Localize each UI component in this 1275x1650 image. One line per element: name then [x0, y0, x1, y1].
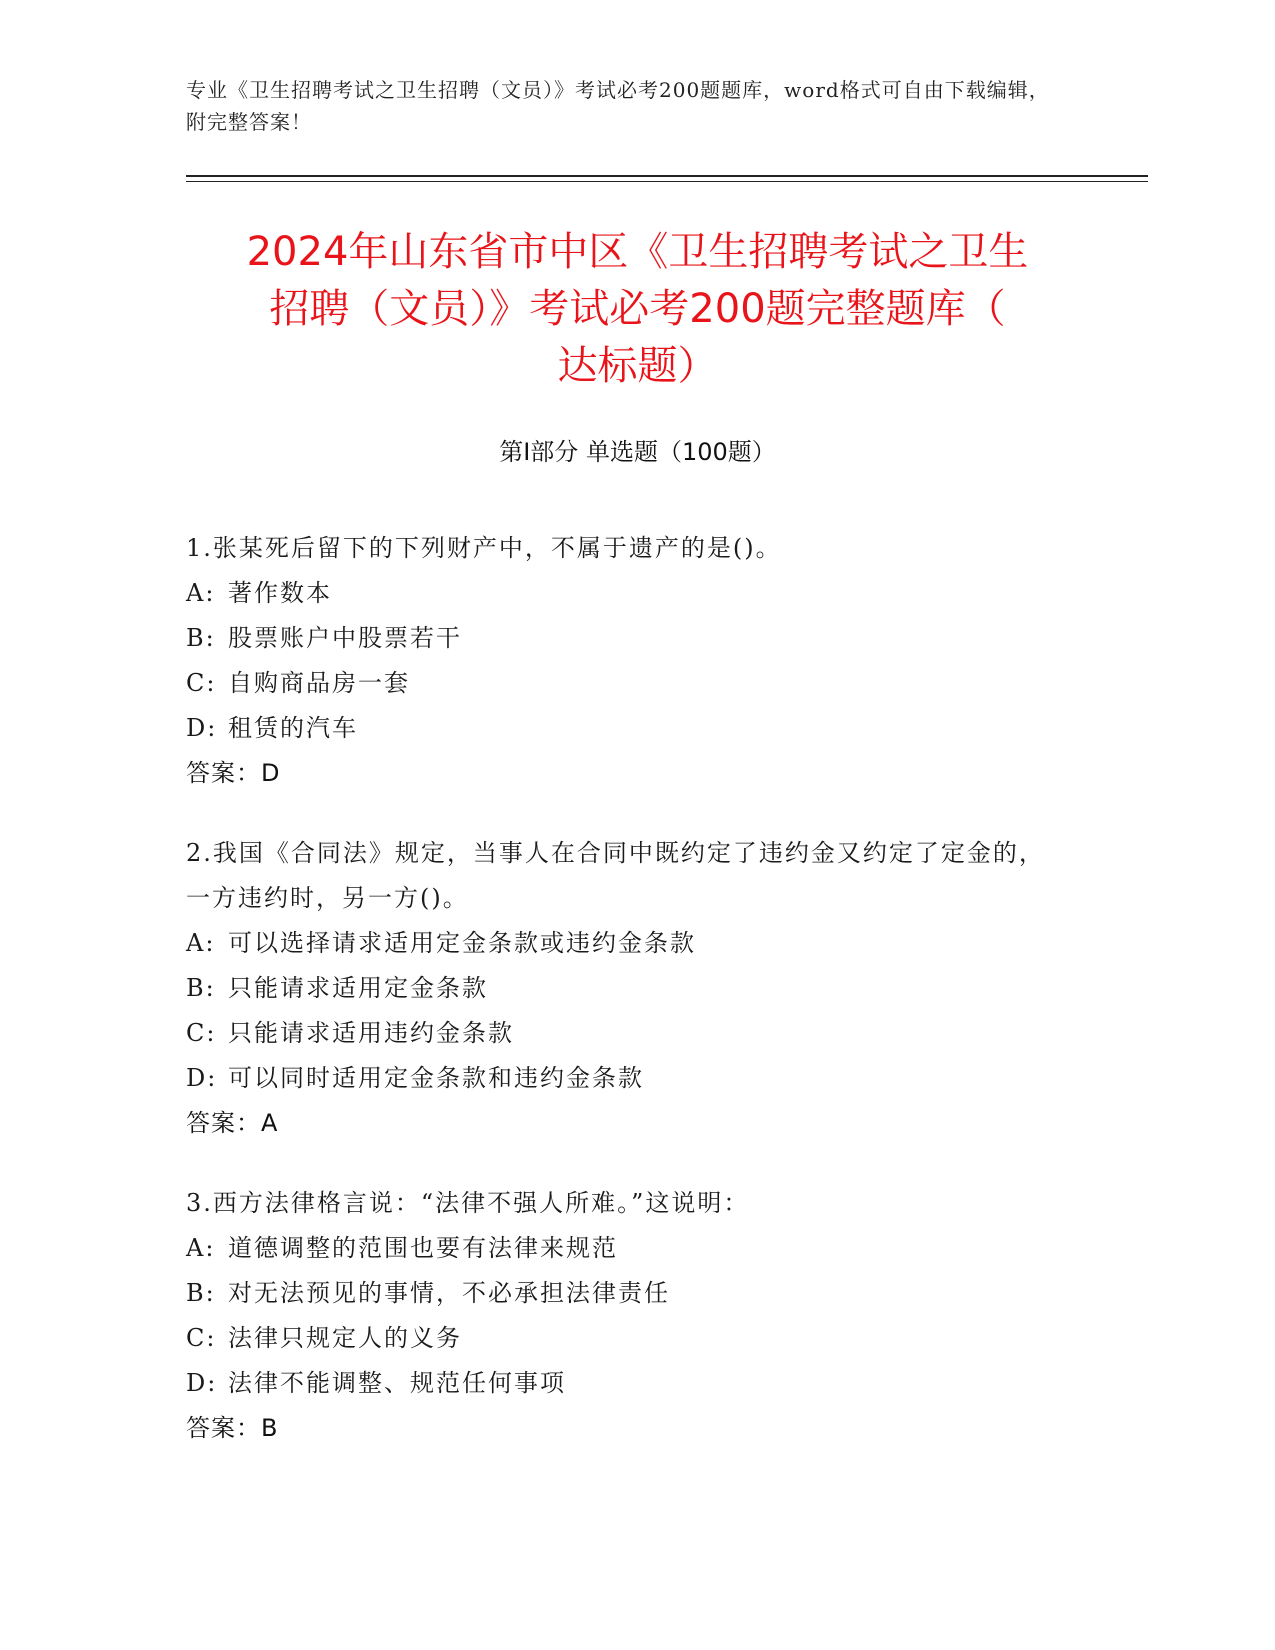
option-text: 可以同时适用定金条款和违约金条款 — [228, 1064, 644, 1092]
question-list — [186, 526, 1066, 1486]
answer: 答案：D — [186, 759, 281, 787]
option-a — [186, 1226, 1066, 1271]
option-letter: D: — [186, 1064, 218, 1092]
answer: 答案：B — [186, 1414, 279, 1442]
option-d — [186, 1361, 1066, 1406]
title-line-1: 2024年山东省市中区《卫生招聘考试之卫生 — [246, 229, 1029, 275]
option-c — [186, 661, 1066, 706]
option-text: 可以选择请求适用定金条款或违约金条款 — [228, 929, 696, 957]
question-1 — [186, 526, 1066, 796]
header-rule-thick — [186, 175, 1148, 177]
option-letter: D: — [186, 714, 218, 742]
title-line-3: 达标题） — [557, 343, 718, 389]
option-text: 只能请求适用违约金条款 — [228, 1019, 514, 1047]
option-c — [186, 1316, 1066, 1361]
header-note: 专业《卫生招聘考试之卫生招聘（文员）》考试必考200题题库，word格式可自由下载编辑，附完整答案！ — [186, 78, 1050, 134]
header-rule-thin — [186, 181, 1148, 182]
option-b — [186, 616, 1066, 661]
option-c — [186, 1011, 1066, 1056]
question-2 — [186, 831, 1066, 1146]
option-b — [186, 966, 1066, 1011]
option-b — [186, 1271, 1066, 1316]
option-letter: C: — [186, 1324, 217, 1352]
option-a — [186, 921, 1066, 966]
option-text: 股票账户中股票若干 — [228, 624, 462, 652]
option-text: 法律不能调整、规范任何事项 — [228, 1369, 566, 1397]
option-text: 道德调整的范围也要有法律来规范 — [228, 1234, 618, 1262]
option-text: 对无法预见的事情，不必承担法律责任 — [228, 1279, 670, 1307]
option-letter: B: — [186, 624, 216, 652]
option-a — [186, 571, 1066, 616]
option-letter: B: — [186, 1279, 216, 1307]
question-text: 2.我国《合同法》规定，当事人在合同中既约定了违约金又约定了定金的，一方违约时，另一方()。 — [186, 839, 1045, 912]
option-text: 只能请求适用定金条款 — [228, 974, 488, 1002]
option-letter: A: — [186, 579, 216, 607]
answer: 答案：A — [186, 1109, 279, 1137]
option-text: 法律只规定人的义务 — [228, 1324, 462, 1352]
option-letter: C: — [186, 1019, 217, 1047]
question-text: 3.西方法律格言说：“法律不强人所难。”这说明： — [186, 1189, 750, 1217]
section-heading: 第Ⅰ部分 单选题（100题） — [499, 438, 776, 466]
document-title — [160, 224, 1115, 395]
option-text: 著作数本 — [228, 579, 332, 607]
option-text: 租赁的汽车 — [228, 714, 358, 742]
title-line-2: 招聘（文员）》考试必考200题完整题库（ — [269, 286, 1006, 332]
option-letter: D: — [186, 1369, 218, 1397]
question-3 — [186, 1181, 1066, 1451]
option-d — [186, 1056, 1066, 1101]
option-d — [186, 706, 1066, 751]
option-text: 自购商品房一套 — [228, 669, 410, 697]
question-text: 1.张某死后留下的下列财产中，不属于遗产的是()。 — [186, 534, 782, 562]
option-letter: C: — [186, 669, 217, 697]
option-letter: B: — [186, 974, 216, 1002]
option-letter: A: — [186, 929, 216, 957]
option-letter: A: — [186, 1234, 216, 1262]
